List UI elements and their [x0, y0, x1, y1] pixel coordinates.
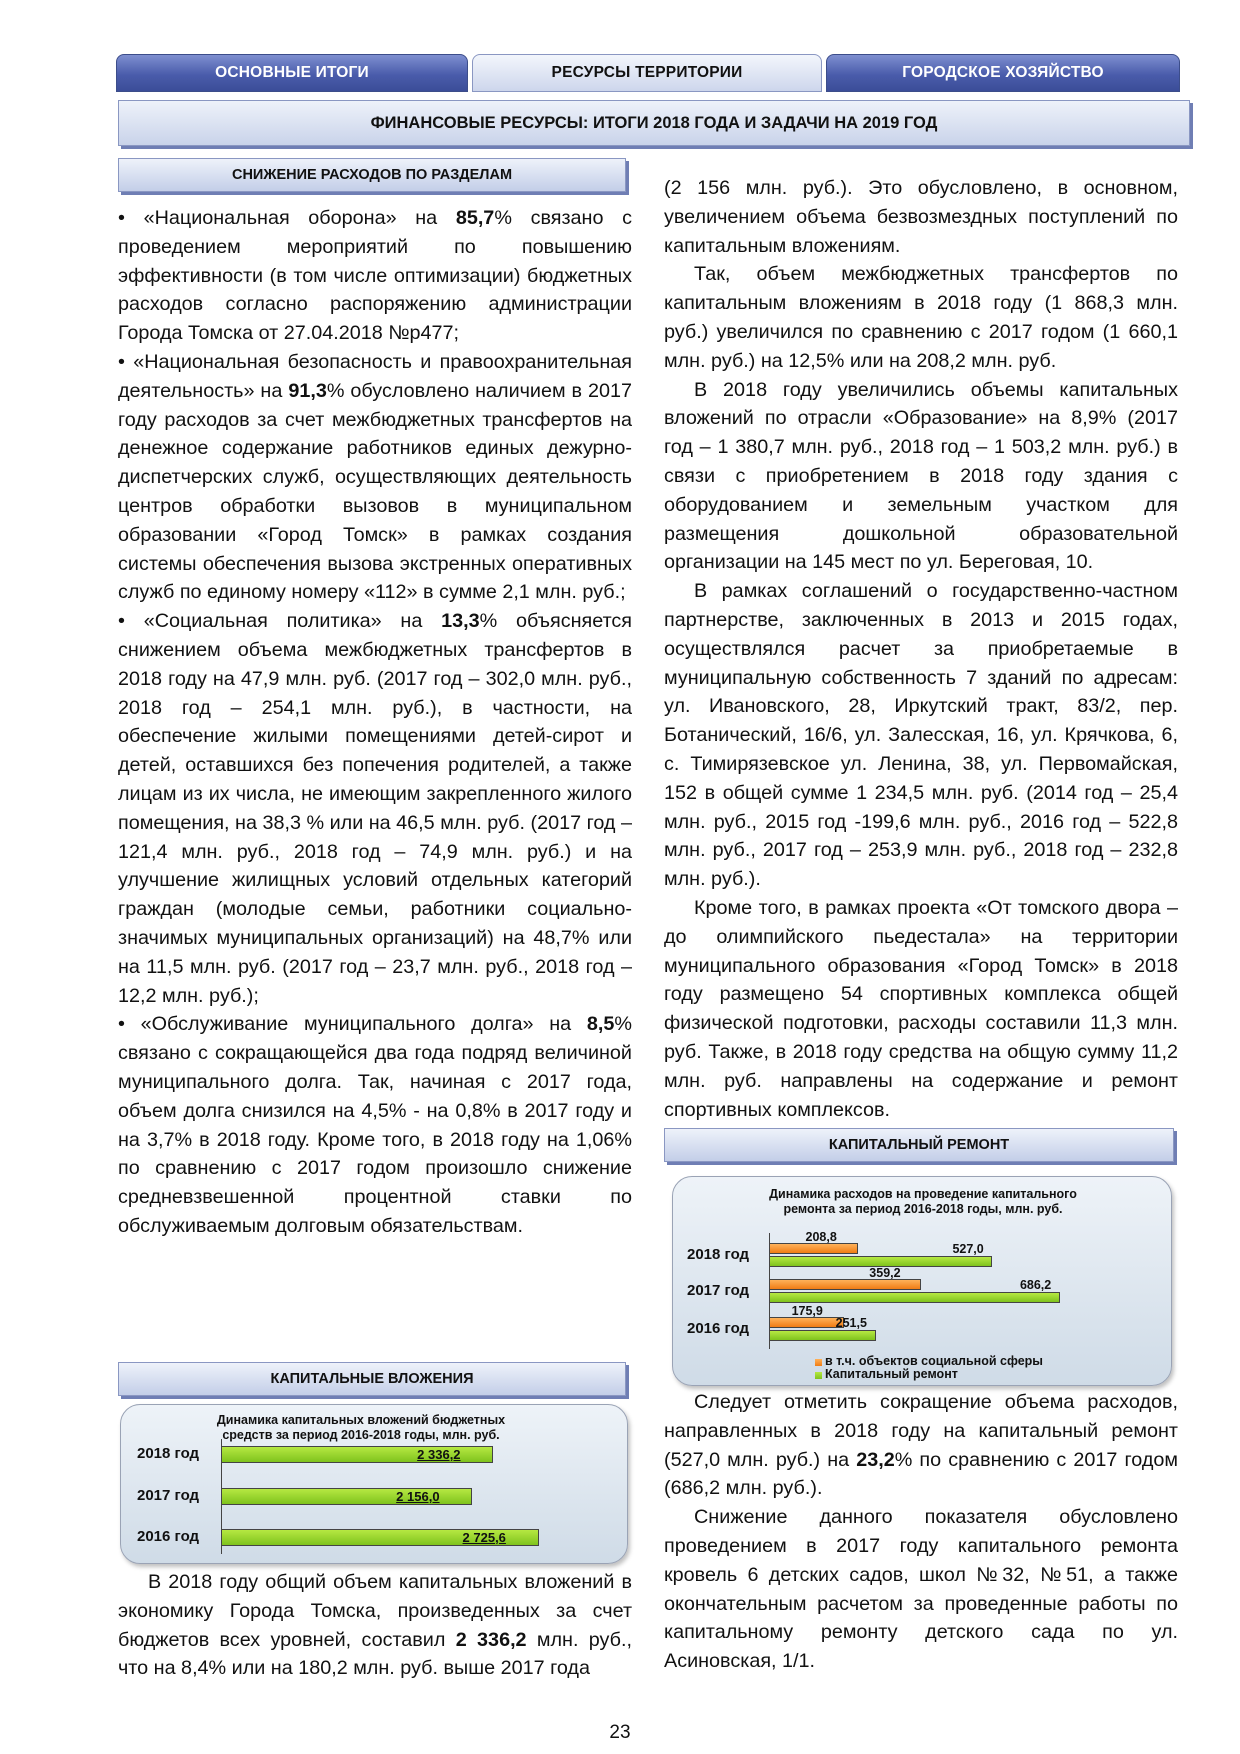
legend-label: Капитальный ремонт: [825, 1367, 958, 1381]
legend-swatch: [815, 1359, 822, 1366]
chart-title: Динамика расходов на проведение капитального ремонта за период 2016-2018 годы, млн. руб.: [769, 1187, 1077, 1216]
bar: [769, 1292, 1060, 1303]
category-label: 2018 год: [137, 1445, 200, 1462]
chart-title: Динамика капитальных вложений бюджетных средств за период 2016-2018 годы, млн. руб.: [216, 1413, 506, 1442]
category-label: 2016 год: [687, 1320, 750, 1337]
capital-repair-chart: [672, 1176, 1172, 1386]
data-label: 2 725,6: [462, 1530, 506, 1545]
section-header-reduction: СНИЖЕНИЕ РАСХОДОВ ПО РАЗДЕЛАМ: [118, 158, 626, 192]
category-label: 2018 год: [687, 1246, 750, 1263]
category-label: 2017 год: [687, 1282, 750, 1299]
list-item: • «Национальная оборона» на 85,7% связано с проведением мероприятий по повышению эффективности (в том числе оптимизации) бюджетных расходов согласно распоряжению администрации Города Томска от 27.04.2018 №р477;: [118, 207, 632, 345]
paragraph: В рамках соглашений о государственно-частном партнерстве, заключенных в 2013 и 2015 годах, осуществлялся расчет за приобретаемые в муниципальную собственность 7 зданий по адресам: ул. Ивановского, 28, Иркутский тракт, 83/2, пер. Ботанический, 16/6, ул. Залесская, 16, ул. Крячкова, 6, с. Тимирязевское ул. Ленина, 38, ул. Первомайская, 152 в общей сумме 1 234,5 млн. руб. (2014 год – 25,4 млн. руб., 2015 год -199,6 млн. руб., 2016 год – 522,8 млн. руб., 2017 год – 253,9 млн. руб., 2018 год – 232,8 млн. руб.).: [664, 580, 1178, 891]
tab-city-economy[interactable]: ГОРОДСКОЕ ХОЗЯЙСТВО: [826, 54, 1180, 92]
data-label: 175,9: [791, 1304, 823, 1318]
legend-swatch: [815, 1372, 822, 1379]
list-item: • «Национальная безопасность и правоохранительная деятельность» на 91,3% обусловлено наличием в 2017 году расходов за счет межбюджетных трансфертов на денежное содержание работников единых дежурно-диспетчерских служб, осуществляющих деятельность центров обработки вызовов в муниципальном образовании «Город Томск» в рамках создания системы обеспечения вызова экстренных оперативных служб по единому номеру «112» в сумме 2,1 млн. руб.;: [118, 350, 633, 604]
category-label: 2017 год: [137, 1487, 200, 1504]
left-column-top: [118, 204, 632, 1241]
capital-investment-chart: [120, 1404, 628, 1564]
bar: [769, 1243, 858, 1254]
paragraph: (2 156 млн. руб.). Это обусловлено, в основном, увеличением объема безвозмездных поступлений по капитальным вложениям.: [664, 177, 1178, 257]
right-column-bottom: Следует отметить сокращение объема расходов, направленных в 2018 году на капитальный ремонт (527,0 млн. руб.) на 23,2% по сравнению с 2017 годом (686,2 млн. руб.). Снижение данного показателя обусловлено проведением в 2017 году капитального ремонта кровель 6 детских садов, школ №32, №51, а также окончательным расчетом за проведенные работы по капитальному ремонту детского сада по ул. Асиновская, 1/1.: [664, 1388, 1178, 1676]
left-column-bottom: В 2018 году общий объем капитальных вложений в экономику Города Томска, произведенных за счет бюджетов всех уровней, составил 2 336,2 млн. руб., что на 8,4% или на 180,2 млн. руб. выше 2017 года: [118, 1571, 632, 1680]
paragraph: Кроме того, в рамках проекта «От томского двора – до олимпийского пьедестала» на территории муниципального образования «Город Томск» в 2018 году размещено 54 спортивных комплекса общей физической подготовки, расходы составили 11,3 млн. руб. Также, в 2018 году средства на общую сумму 11,2 млн. руб. направлены на содержание и ремонт спортивных комплексов.: [664, 896, 1178, 1121]
list-item: • «Обслуживание муниципального долга» на 8,5% связано с сокращающейся два года подряд величиной муниципального долга. Так, начиная с 2017 года, объем долга снизился на 4,5% - на 0,8% в 2017 году и на 3,7% в 2018 году. Кроме того, в 2018 году на 1,06% по сравнению с 2017 годом произошло снижение средневзвешенной процентной ставки по обслуживаемым долговым обязательствам.: [118, 1013, 633, 1237]
data-label: 2 156,0: [396, 1489, 440, 1504]
data-label: 208,8: [805, 1230, 837, 1244]
legend-label: в т.ч. объектов социальной сферы: [825, 1354, 1043, 1368]
tab-main-results[interactable]: ОСНОВНЫЕ ИТОГИ: [116, 54, 468, 92]
bar: [769, 1279, 921, 1290]
paragraph: Так, объем межбюджетных трансфертов по капитальным вложениям в 2018 году (1 868,3 млн. руб.) увеличился по сравнению с 2017 годом (1 660,1 млн. руб.) на 12,5% или на 208,2 млн. руб.: [664, 263, 1178, 372]
page-title: ФИНАНСОВЫЕ РЕСУРСЫ: ИТОГИ 2018 ГОДА И ЗАДАЧИ НА 2019 ГОД: [118, 100, 1190, 146]
section-header-capital-repair: КАПИТАЛЬНЫЙ РЕМОНТ: [664, 1128, 1174, 1162]
section-header-capital-investment: КАПИТАЛЬНЫЕ ВЛОЖЕНИЯ: [118, 1362, 626, 1396]
right-column-top: [664, 174, 1178, 1124]
paragraph: Снижение данного показателя обусловлено проведением в 2017 году капитального ремонта кровель 6 детских садов, школ №32, №51, а также окончательным расчетом за проведенные работы по капитальному ремонту детского сада по ул. Асиновская, 1/1.: [664, 1506, 1178, 1673]
data-label: 251,5: [835, 1316, 867, 1330]
data-label: 686,2: [1019, 1278, 1052, 1292]
bar: [769, 1330, 876, 1341]
category-label: 2016 год: [137, 1528, 200, 1545]
data-label: 527,0: [952, 1242, 984, 1256]
data-label: 2 336,2: [417, 1447, 461, 1462]
paragraph: В 2018 году увеличились объемы капитальных вложений по отрасли «Образование» на 8,9% (2017 год – 1 380,7 млн. руб., 2018 год – 1 503,2 млн. руб.) в связи с приобретением в 2018 году здания с оборудованием и земельным участком для размещения дошкольной образовательной организации на 145 мест по ул. Береговая, 10.: [664, 378, 1178, 574]
bar: [769, 1317, 844, 1328]
data-label: 359,2: [869, 1266, 901, 1280]
tab-territory-resources[interactable]: РЕСУРСЫ ТЕРРИТОРИИ: [472, 54, 822, 92]
page-number: 23: [609, 1722, 631, 1743]
list-item: • «Социальная политика» на 13,3% объясняется снижением объема межбюджетных трансфертов в 2018 году на 47,9 млн. руб. (2017 год – 302,0 млн. руб., 2018 год – 254,1 млн. руб.), в частности, на обеспечение жилыми помещениями детей-сирот и детей, оставшихся без попечения родителей, а также лицам из их числа, не имеющим закрепленного жилого помещения, на 38,3 % или на 46,5 млн. руб. (2017 год – 121,4 млн. руб., 2018 год – 74,9 млн. руб.) и на улучшение жилищных условий отдельных категорий граждан (молодые семьи, работники социально-значимых муниципальных организаций) на 48,7% или на 11,5 млн. руб. (2017 год – 23,7 млн. руб., 2018 год – 12,2 млн. руб.);: [118, 610, 633, 1007]
